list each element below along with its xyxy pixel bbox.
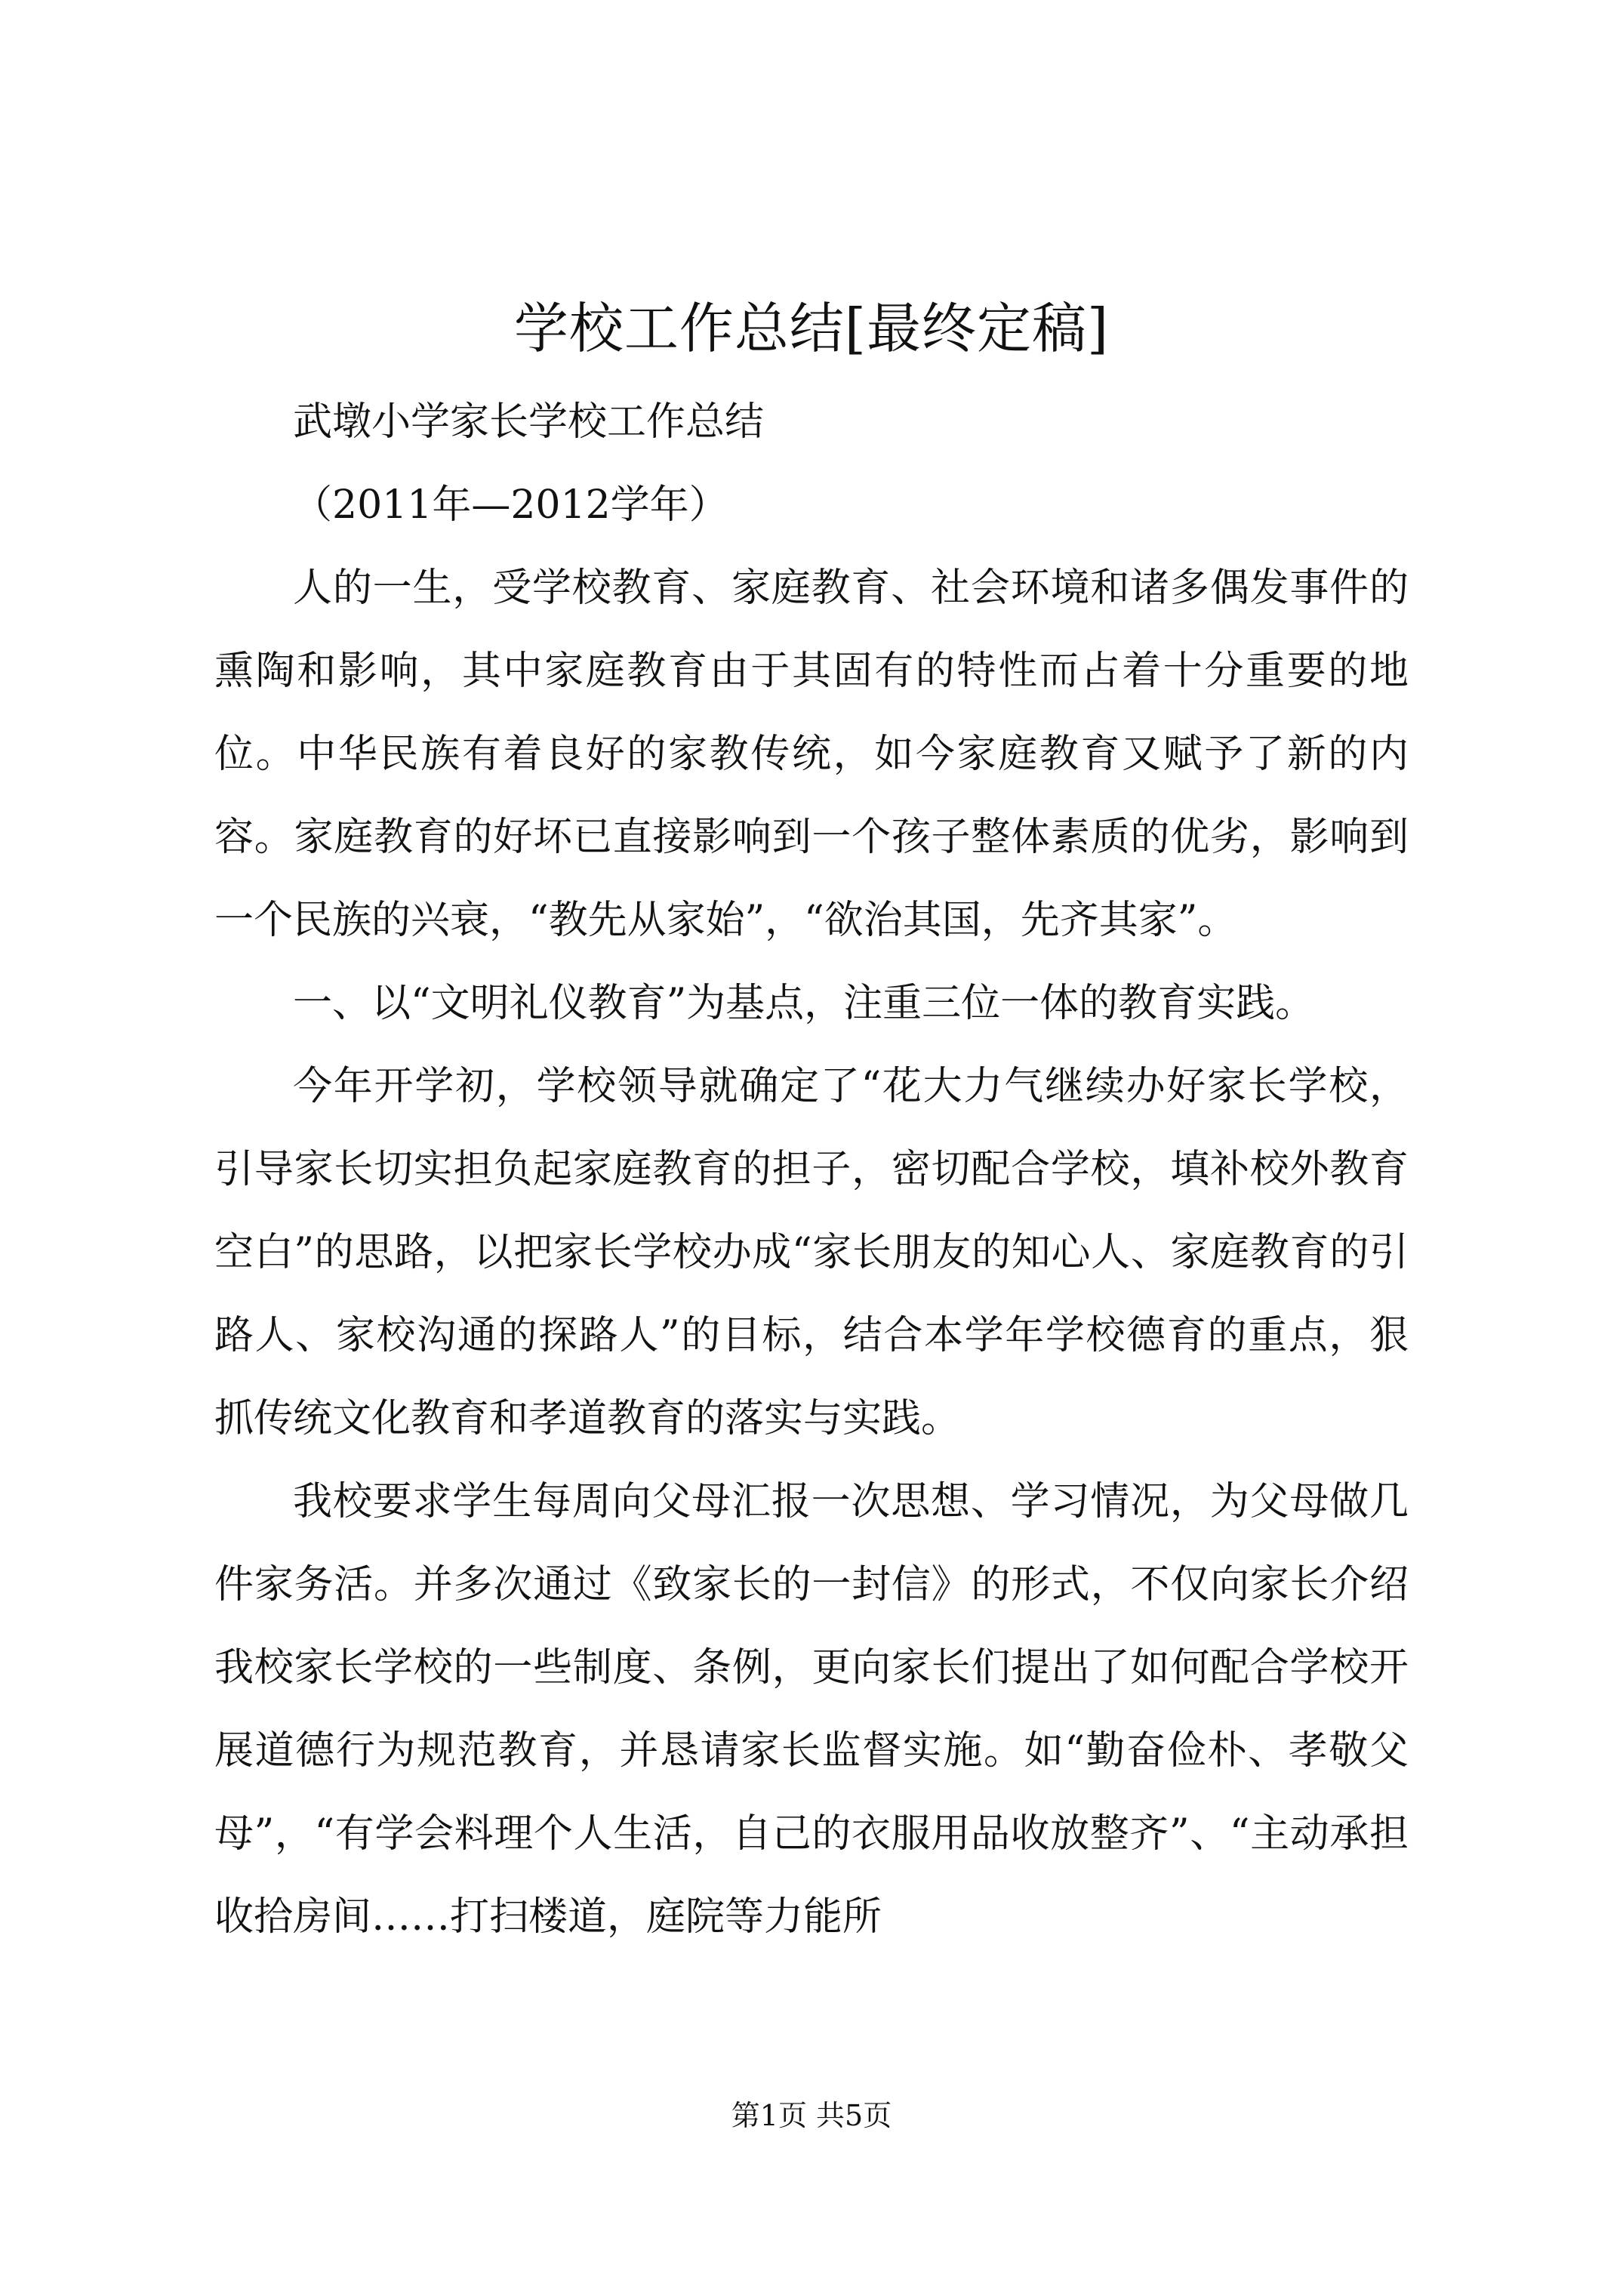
document-body [214, 381, 1409, 1959]
paragraph-section-heading: 一、以“文明礼仪教育”为基点，注重三位一体的教育实践。 [293, 981, 1315, 1026]
paragraph-plan: 今年开学初，学校领导就确定了“花大力气继续办好家长学校，引导家长切实担负起家庭教育的担子，密切配合学校，填补校外教育空白”的思路，以把家长学校办成“家长朋友的知心人、家庭教育的引路人、家校沟通的探路人”的目标，结合本学年学校德育的重点，狠抓传统文化教育和孝道教育的落实与实践。 [214, 1064, 1409, 1441]
document-title: 学校工作总结[最终定稿] [513, 297, 1110, 360]
paragraph-subtitle: 武墩小学家长学校工作总结 [293, 399, 765, 445]
paragraph-year-range: （2011年—2012学年） [293, 482, 728, 528]
paragraph-requirements: 我校要求学生每周向父母汇报一次思想、学习情况，为父母做几件家务活。并多次通过《致家长的一封信》的形式，不仅向家长介绍我校家长学校的一些制度、条例，更向家长们提出了如何配合学校开展道德行为规范教育，并恳请家长监督实施。如“勤奋俭朴、孝敬父母”，“有学会料理个人生活，自己的衣服用品收放整齐”、“主动承担收拾房间……打扫楼道，庭院等力能所 [214, 1479, 1409, 1940]
paragraph-intro: 人的一生，受学校教育、家庭教育、社会环境和诸多偶发事件的熏陶和影响，其中家庭教育由于其固有的特性而占着十分重要的地位。中华民族有着良好的家教传统，如今家庭教育又赋予了新的内容。家庭教育的好坏已直接影响到一个孩子整体素质的优劣，影响到一个民族的兴衰，“教先从家始”，“欲治其国，先齐其家”。 [214, 566, 1409, 943]
page-number-footer: 第1页 共5页 [731, 2099, 892, 2132]
